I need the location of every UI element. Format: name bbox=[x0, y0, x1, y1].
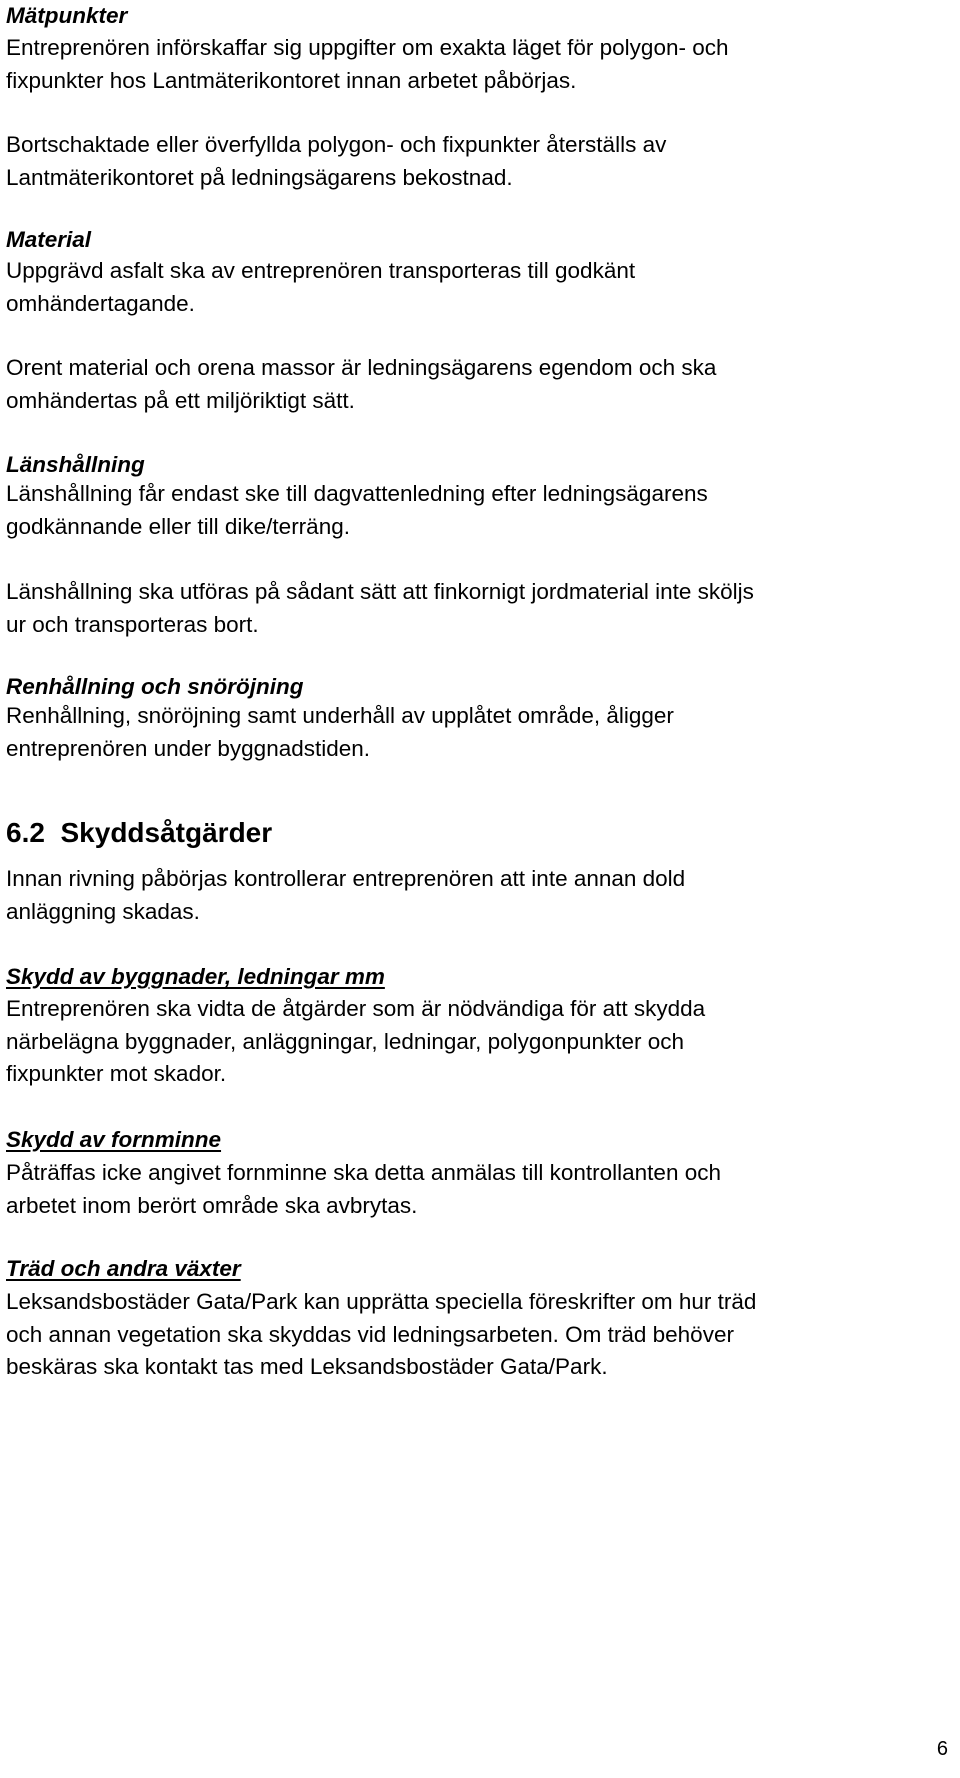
paragraph-line: Entreprenören införskaffar sig uppgifter om exakta läget för polygon- och bbox=[6, 35, 729, 60]
paragraph-line: Orent material och orena massor är ledningsägarens egendom och ska bbox=[6, 355, 717, 380]
paragraph bbox=[6, 576, 754, 641]
paragraph-line: Innan rivning påbörjas kontrollerar entreprenören att inte annan dold bbox=[6, 866, 686, 891]
paragraph-line: fixpunkter hos Lantmäterikontoret innan arbetet påbörjas. bbox=[6, 67, 577, 93]
paragraph bbox=[6, 32, 729, 97]
section-heading: Mätpunkter bbox=[6, 3, 128, 28]
paragraph-line: Uppgrävd asfalt ska av entreprenören transporteras till godkänt bbox=[6, 258, 636, 283]
paragraph-line: Bortschaktade eller överfyllda polygon- och fixpunkter återställs av bbox=[6, 132, 667, 157]
paragraph-line: Länshållning får endast ske till dagvattenledning efter ledningsägarens bbox=[6, 481, 708, 506]
paragraph bbox=[6, 1286, 756, 1384]
paragraph-line: arbetet inom berört område ska avbrytas. bbox=[6, 1192, 418, 1218]
paragraph-line: Renhållning, snöröjning samt underhåll av upplåtet område, åligger bbox=[6, 703, 674, 728]
section-heading: Renhållning och snöröjning bbox=[6, 674, 304, 699]
paragraph-line: omhändertas på ett miljöriktigt sätt. bbox=[6, 387, 355, 413]
paragraph bbox=[6, 700, 674, 765]
numbered-section-title bbox=[6, 815, 272, 851]
section-heading: Länshållning bbox=[6, 452, 145, 477]
section-heading: Träd och andra växter bbox=[6, 1256, 241, 1281]
paragraph-line: beskäras ska kontakt tas med Leksandsbostäder Gata/Park. bbox=[6, 1354, 608, 1379]
section-heading: Skydd av fornminne bbox=[6, 1127, 222, 1152]
section-number: 6.2 bbox=[6, 817, 45, 848]
paragraph-line: Länshållning ska utföras på sådant sätt att finkornigt jordmaterial inte sköljs bbox=[6, 579, 754, 604]
paragraph-line: omhändertagande. bbox=[6, 290, 195, 316]
section-heading: Material bbox=[6, 227, 92, 252]
paragraph bbox=[6, 255, 635, 320]
paragraph bbox=[6, 478, 708, 543]
paragraph bbox=[6, 1157, 721, 1222]
paragraph-line: anläggning skadas. bbox=[6, 898, 200, 924]
paragraph-line: entreprenören under byggnadstiden. bbox=[6, 735, 371, 761]
page-number: 6 bbox=[936, 1738, 948, 1760]
paragraph-line: fixpunkter mot skador. bbox=[6, 1061, 227, 1086]
paragraph-line: Lantmäterikontoret på ledningsägarens bekostnad. bbox=[6, 164, 513, 190]
paragraph-line: närbelägna byggnader, anläggningar, ledningar, polygonpunkter och bbox=[6, 1028, 685, 1054]
section-title-text: Skyddsåtgärder bbox=[60, 817, 273, 848]
paragraph bbox=[6, 993, 705, 1091]
paragraph-line: godkännande eller till dike/terräng. bbox=[6, 513, 350, 539]
paragraph bbox=[6, 352, 716, 417]
paragraph-line: ur och transporteras bort. bbox=[6, 611, 259, 637]
paragraph bbox=[6, 129, 666, 194]
paragraph-line: Entreprenören ska vidta de åtgärder som är nödvändiga för att skydda bbox=[6, 996, 706, 1021]
paragraph-line: och annan vegetation ska skyddas vid ledningsarbeten. Om träd behöver bbox=[6, 1321, 734, 1347]
section-heading: Skydd av byggnader, ledningar mm bbox=[6, 964, 385, 989]
paragraph-line: Påträffas icke angivet fornminne ska detta anmälas till kontrollanten och bbox=[6, 1160, 721, 1185]
paragraph bbox=[6, 863, 685, 928]
paragraph-line: Leksandsbostäder Gata/Park kan upprätta speciella föreskrifter om hur träd bbox=[6, 1289, 757, 1314]
